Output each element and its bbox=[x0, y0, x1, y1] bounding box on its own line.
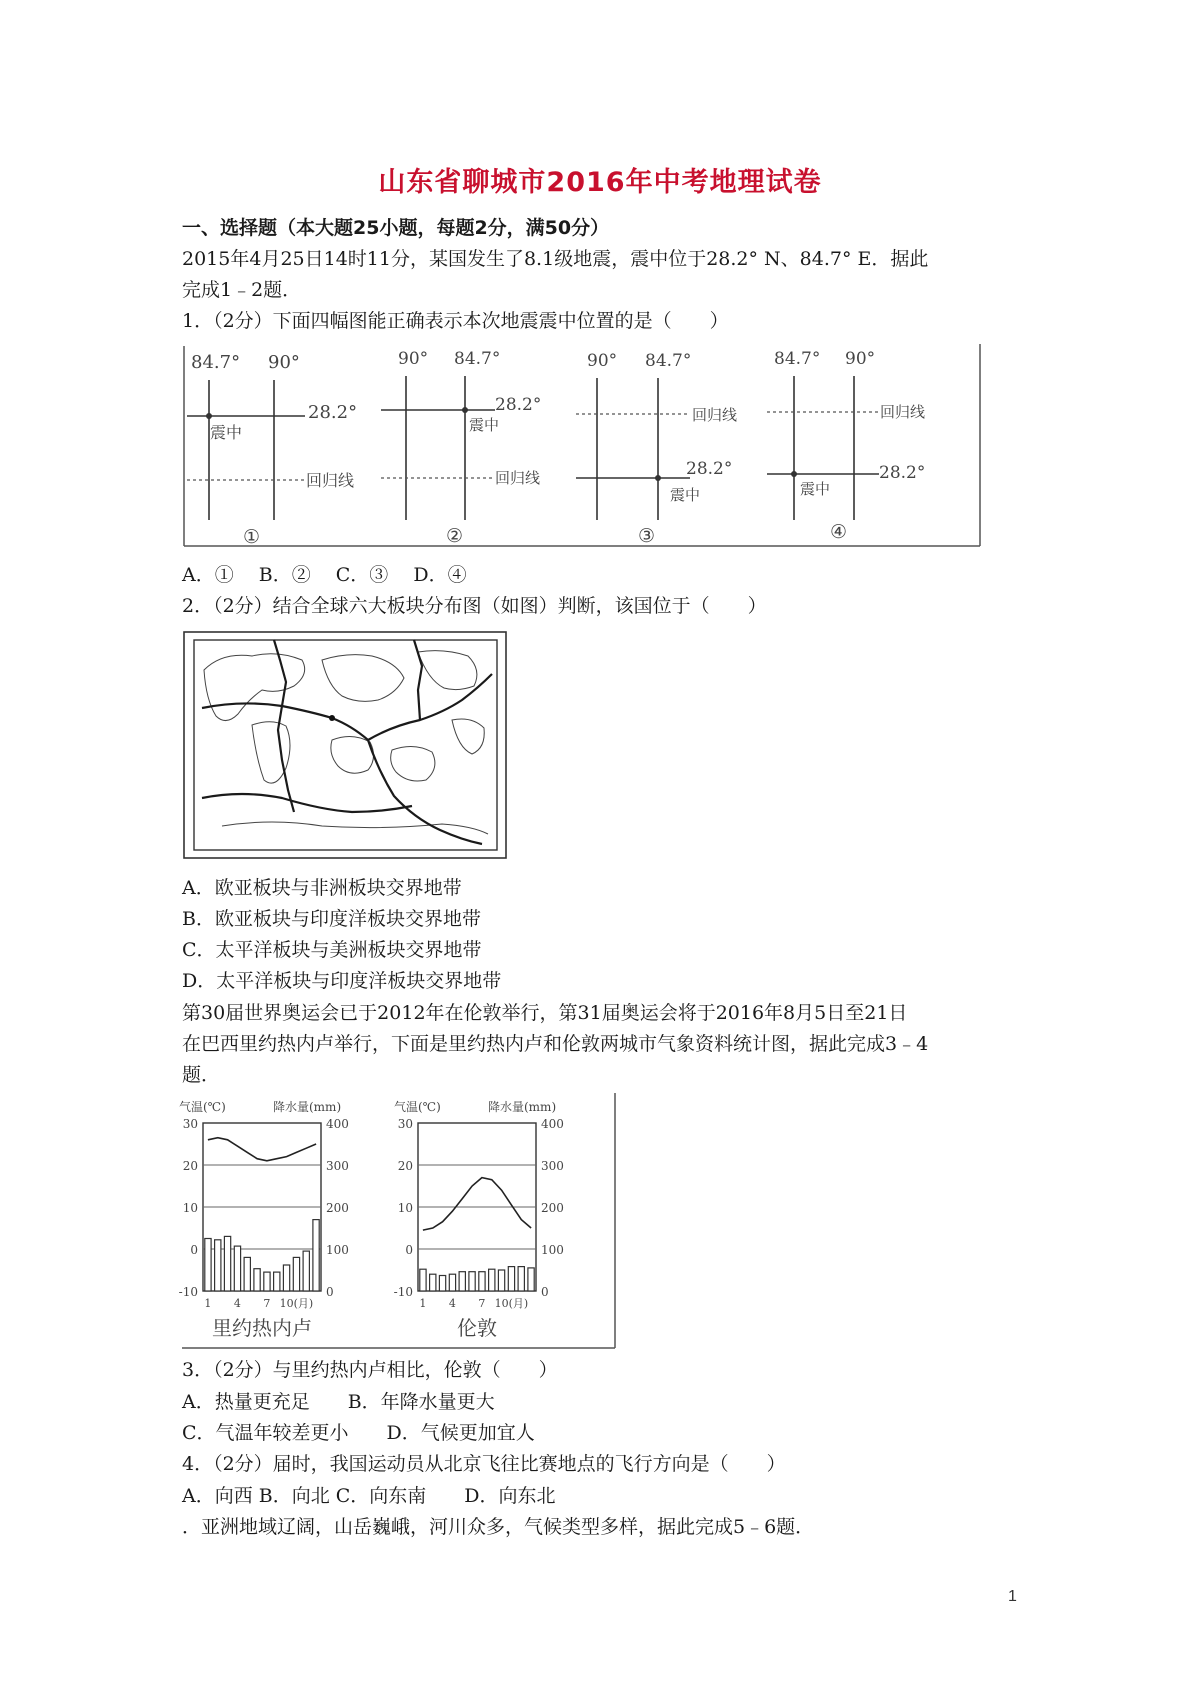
london-precip-bar bbox=[489, 1269, 495, 1291]
climate-charts bbox=[178, 1093, 616, 1349]
panel2-lon1: 84.7° bbox=[454, 349, 501, 369]
london-precip-tick: 400 bbox=[541, 1117, 564, 1131]
q3-options-line2: C．气温年较差更小 D．气候更加宜人 bbox=[182, 1422, 535, 1444]
london-precip-bar bbox=[430, 1274, 436, 1291]
q3-stem: 3．（2分）与里约热内卢相比，伦敦（ ） bbox=[182, 1359, 558, 1381]
page-title: 山东省聊城市2016年中考地理试卷 bbox=[378, 167, 822, 198]
rio-precip-bar bbox=[313, 1220, 319, 1291]
london-precip-bar bbox=[528, 1268, 534, 1291]
panel3-epicenter: 震中 bbox=[670, 486, 701, 504]
panel-3 bbox=[576, 351, 737, 547]
london-temp-tick: 0 bbox=[405, 1243, 413, 1257]
london-month-tick: 7 bbox=[478, 1297, 486, 1310]
rio-precip-bar bbox=[254, 1269, 260, 1291]
rio-month-tick: 7 bbox=[263, 1297, 271, 1310]
rio-precip-tick: 200 bbox=[326, 1201, 349, 1215]
panel3-tropic: 回归线 bbox=[692, 406, 738, 424]
london-precip-bar bbox=[449, 1274, 455, 1291]
panel-2 bbox=[381, 349, 541, 547]
panel3-lon2: 90° bbox=[587, 351, 618, 371]
rio-month-tick: 10(月) bbox=[279, 1297, 314, 1310]
rio-temp-line bbox=[208, 1138, 316, 1161]
panel2-lat: 28.2° bbox=[495, 395, 542, 415]
q3-options-line1: A．热量更充足 B．年降水量更大 bbox=[182, 1391, 495, 1413]
panel1-lon1: 84.7° bbox=[191, 352, 241, 373]
q2-stem: 2．（2分）结合全球六大板块分布图（如图）判断，该国位于（ ） bbox=[182, 595, 767, 617]
rio-precip-bar bbox=[274, 1272, 280, 1291]
rio-temp-axis-label: 气温(℃) bbox=[179, 1100, 226, 1114]
london-precip-tick: 300 bbox=[541, 1159, 564, 1173]
london-precip-bar bbox=[469, 1272, 475, 1291]
panel3-lon1: 84.7° bbox=[645, 351, 692, 371]
panel1-lon2: 90° bbox=[268, 352, 300, 373]
london-precip-bar bbox=[508, 1267, 514, 1291]
rio-precip-axis-label: 降水量(mm) bbox=[273, 1100, 342, 1114]
section-heading: 一、选择题（本大题25小题，每题2分，满50分） bbox=[182, 217, 610, 239]
london-temp-tick: 10 bbox=[397, 1201, 413, 1215]
q4-stem: 4．（2分）届时，我国运动员从北京飞往比赛地点的飞行方向是（ ） bbox=[182, 1453, 786, 1475]
london-precip-bar bbox=[518, 1267, 524, 1291]
rio-precip-bar bbox=[283, 1265, 289, 1291]
q2-option-a: A．欧亚板块与非洲板块交界地带 bbox=[182, 877, 462, 899]
rio-precip-tick: 300 bbox=[326, 1159, 349, 1173]
panel1-tropic: 回归线 bbox=[306, 471, 355, 490]
plate-map bbox=[182, 630, 508, 862]
rio-city-name: 里约热内卢 bbox=[212, 1316, 312, 1340]
london-city-name: 伦敦 bbox=[457, 1316, 497, 1340]
q2-option-c: C．太平洋板块与美洲板块交界地带 bbox=[182, 939, 482, 961]
panel2-tropic: 回归线 bbox=[495, 469, 541, 487]
rio-precip-bar bbox=[234, 1246, 240, 1291]
london-precip-tick: 0 bbox=[541, 1285, 549, 1299]
london-precip-bar bbox=[439, 1276, 445, 1292]
panel2-label: ② bbox=[446, 525, 464, 547]
rio-precip-bar bbox=[293, 1257, 299, 1291]
page-number: 1 bbox=[1008, 1588, 1017, 1605]
rio-temp-tick: 30 bbox=[182, 1117, 198, 1131]
london-climate-chart bbox=[394, 1099, 564, 1340]
intro2-line2: 在巴西里约热内卢举行，下面是里约热内卢和伦敦两城市气象资料统计图，据此完成3﹣4 bbox=[182, 1033, 929, 1055]
london-precip-bar bbox=[459, 1272, 465, 1291]
london-temp-line bbox=[423, 1178, 531, 1231]
panel4-lat: 28.2° bbox=[879, 463, 926, 483]
rio-precip-tick: 0 bbox=[326, 1285, 334, 1299]
rio-precip-bar bbox=[303, 1251, 309, 1291]
panel4-epicenter: 震中 bbox=[800, 480, 831, 498]
intro3: ．亚洲地域辽阔，山岳巍峨，河川众多，气候类型多样，据此完成5﹣6题． bbox=[182, 1516, 815, 1538]
panel-1 bbox=[187, 352, 357, 548]
rio-temp-tick: -10 bbox=[178, 1285, 198, 1299]
rio-climate-chart bbox=[179, 1099, 349, 1340]
q1-stem: 1．（2分）下面四幅图能正确表示本次地震震中位置的是（ ） bbox=[182, 310, 729, 332]
q1-coordinate-figure bbox=[182, 344, 982, 548]
panel-4 bbox=[767, 349, 925, 543]
rio-precip-bar bbox=[215, 1240, 221, 1291]
intro2-line3: 题． bbox=[182, 1064, 221, 1086]
intro1-line2: 完成1﹣2题． bbox=[182, 279, 302, 301]
london-precip-tick: 100 bbox=[541, 1243, 564, 1257]
london-precip-bar bbox=[420, 1269, 426, 1291]
q4-options: A．向西 B．向北 C．向东南 D．向东北 bbox=[182, 1485, 556, 1507]
rio-precip-tick: 100 bbox=[326, 1243, 349, 1257]
panel1-epicenter: 震中 bbox=[210, 423, 243, 442]
panel1-label: ① bbox=[243, 526, 261, 548]
london-month-tick: 10(月) bbox=[494, 1297, 529, 1310]
rio-temp-tick: 10 bbox=[182, 1201, 198, 1215]
london-temp-tick: 30 bbox=[397, 1117, 413, 1131]
london-month-tick: 1 bbox=[419, 1297, 427, 1310]
rio-precip-bar bbox=[264, 1272, 270, 1291]
q2-option-d: D．太平洋板块与印度洋板块交界地带 bbox=[182, 970, 502, 992]
london-temp-tick: 20 bbox=[397, 1159, 413, 1173]
q1-options: A．① B．② C．③ D．④ bbox=[182, 564, 467, 586]
rio-temp-tick: 0 bbox=[190, 1243, 198, 1257]
panel4-lon2: 90° bbox=[845, 349, 876, 369]
panel4-lon1: 84.7° bbox=[774, 349, 821, 369]
panel3-label: ③ bbox=[638, 525, 656, 547]
rio-precip-bar bbox=[205, 1239, 211, 1292]
london-temp-axis-label: 气温(℃) bbox=[394, 1100, 441, 1114]
london-precip-bar bbox=[498, 1270, 504, 1291]
panel2-lon2: 90° bbox=[398, 349, 429, 369]
london-temp-tick: -10 bbox=[393, 1285, 413, 1299]
london-precip-tick: 200 bbox=[541, 1201, 564, 1215]
london-month-tick: 4 bbox=[448, 1297, 456, 1310]
panel2-epicenter: 震中 bbox=[469, 416, 500, 434]
panel1-lat: 28.2° bbox=[308, 402, 358, 423]
q2-option-b: B．欧亚板块与印度洋板块交界地带 bbox=[182, 908, 481, 930]
london-precip-bar bbox=[479, 1272, 485, 1291]
london-precip-axis-label: 降水量(mm) bbox=[488, 1100, 557, 1114]
panel3-lat: 28.2° bbox=[686, 459, 733, 479]
rio-temp-tick: 20 bbox=[182, 1159, 198, 1173]
rio-month-tick: 1 bbox=[204, 1297, 212, 1310]
intro2-line1: 第30届世界奥运会已于2012年在伦敦举行，第31届奥运会将于2016年8月5日至21日 bbox=[182, 1002, 908, 1024]
rio-precip-bar bbox=[244, 1257, 250, 1291]
intro1-line1: 2015年4月25日14时11分，某国发生了8.1级地震，震中位于28.2° N、84.7° E．据此 bbox=[182, 248, 929, 270]
rio-precip-tick: 400 bbox=[326, 1117, 349, 1131]
panel4-tropic: 回归线 bbox=[880, 403, 926, 421]
rio-month-tick: 4 bbox=[233, 1297, 241, 1310]
rio-precip-bar bbox=[224, 1236, 230, 1291]
panel4-label: ④ bbox=[830, 521, 848, 543]
